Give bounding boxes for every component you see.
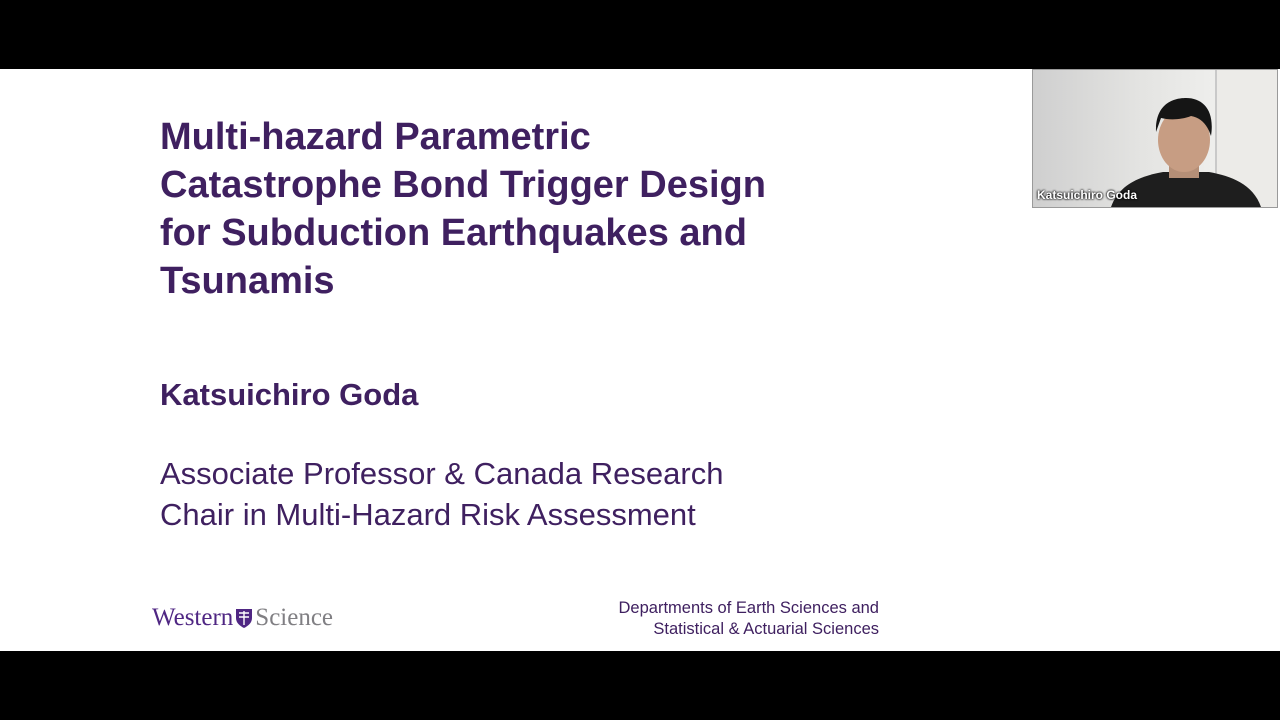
logo-science-text: Science	[255, 604, 334, 631]
logo-western-text: Western	[152, 604, 234, 631]
title-line: for Subduction Earthquakes and	[160, 212, 747, 254]
department-line: Departments of Earth Sciences and	[618, 599, 879, 617]
participant-video-tile[interactable]	[1032, 69, 1278, 208]
western-science-logo	[152, 603, 333, 633]
affiliation-line: Associate Professor & Canada Research	[160, 456, 724, 491]
author-name: Katsuichiro Goda	[160, 377, 419, 412]
department-line: Statistical & Actuarial Sciences	[653, 620, 879, 638]
department-info	[619, 598, 879, 640]
crest-icon	[235, 607, 253, 629]
slide-title	[160, 113, 900, 305]
participant-name-label: Katsuichiro Goda	[1037, 188, 1138, 202]
author-affiliation	[160, 453, 880, 535]
title-line: Tsunamis	[160, 260, 335, 302]
title-line: Multi-hazard Parametric	[160, 116, 591, 158]
affiliation-line: Chair in Multi-Hazard Risk Assessment	[160, 497, 696, 532]
title-line: Catastrophe Bond Trigger Design	[160, 164, 766, 206]
